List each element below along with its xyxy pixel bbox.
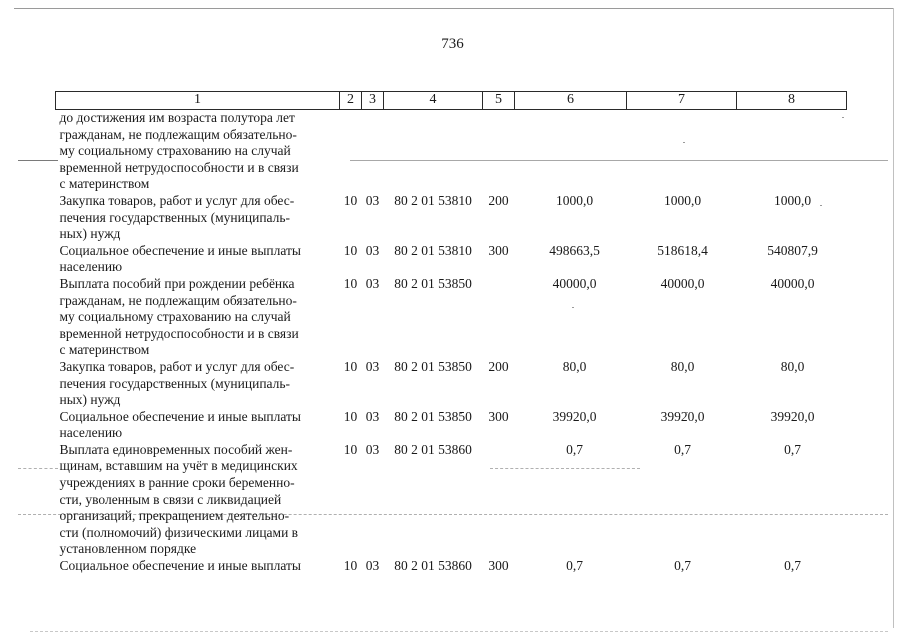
amount-year-1: 1000,0: [555, 192, 594, 208]
table-row: [56, 243, 847, 276]
item-name: [56, 193, 340, 243]
amount-year-2: 518618,4: [657, 242, 708, 258]
table-row: [56, 359, 847, 409]
table-row: [56, 442, 847, 558]
subsection-code: 03: [365, 408, 380, 424]
amount-year-3: 1000,0: [773, 192, 812, 208]
scan-rule: [30, 631, 888, 632]
item-name: [56, 276, 340, 359]
column-header: 1: [56, 92, 340, 110]
column-header: 3: [362, 92, 384, 110]
table-row: [56, 193, 847, 243]
amount-year-1: 498663,5: [549, 242, 600, 258]
item-name-line: населению: [59, 259, 123, 275]
page-number: 736: [441, 36, 464, 52]
target-article-code: 80 2 01 53810: [394, 242, 472, 258]
target-article-code: 80 2 01 53860: [394, 558, 472, 574]
expense-type-code: 300: [488, 242, 509, 258]
subsection-code: [362, 110, 384, 193]
expense-type-code: 200: [488, 192, 509, 208]
subsection-code: 03: [365, 275, 380, 291]
table-row: [56, 276, 847, 359]
item-name-line: гражданам, не подлежащим обязательно-: [59, 292, 297, 308]
amount-year-2: 40000,0: [660, 275, 705, 291]
item-name-line: организаций, прекращением деятельно-: [59, 508, 290, 524]
target-article-code: 80 2 01 53850: [394, 358, 472, 374]
item-name-line: Социальное обеспечение и иные выплаты: [59, 558, 301, 574]
expense-type-code: 300: [488, 408, 509, 424]
subsection-code: 03: [365, 242, 380, 258]
column-header: 6: [515, 92, 627, 110]
section-code: [340, 110, 362, 193]
item-name-line: гражданам, не подлежащим обязательно-: [59, 126, 297, 142]
item-name: [56, 442, 340, 558]
amount-year-3: 540807,9: [767, 242, 818, 258]
amount-year-2: 0,7: [674, 558, 691, 574]
expense-type-code: [483, 110, 515, 193]
table-row: [56, 558, 847, 575]
item-name-line: временной нетрудоспособности и в связи: [59, 325, 299, 341]
item-name-line: временной нетрудоспособности и в связи: [59, 159, 299, 175]
item-name: [56, 359, 340, 409]
expense-type-code: 200: [488, 358, 509, 374]
amount-year-2: 80,0: [670, 358, 695, 374]
item-name: [56, 558, 340, 575]
page-edge-top: [14, 8, 894, 9]
item-name-line: печения государственных (муниципаль-: [59, 375, 291, 391]
column-header: 2: [340, 92, 362, 110]
amount-year-1: 0,7: [566, 441, 583, 457]
section-code: 10: [343, 408, 358, 424]
item-name-line: Закупка товаров, работ и услуг для обес-: [59, 358, 295, 374]
item-name-line: сти (полномочий) физическими лицами в: [59, 524, 299, 540]
item-name-line: Социальное обеспечение и иные выплаты: [59, 242, 301, 258]
table-body: [56, 110, 847, 575]
amount-year-3: 80,0: [780, 358, 805, 374]
page-edge-right: [893, 8, 894, 628]
target-article-code: 80 2 01 53850: [394, 408, 472, 424]
item-name-line: с материнством: [59, 176, 150, 192]
section-code: 10: [343, 192, 358, 208]
target-article-code: 80 2 01 53860: [394, 441, 472, 457]
item-name: [56, 110, 340, 193]
table-row: [56, 409, 847, 442]
amount-year-3: 0,7: [784, 558, 801, 574]
subsection-code: 03: [365, 358, 380, 374]
subsection-code: 03: [365, 558, 380, 574]
subsection-code: 03: [365, 192, 380, 208]
amount-year-3: [737, 110, 847, 193]
subsection-code: 03: [365, 441, 380, 457]
item-name-line: ных) нужд: [59, 226, 121, 242]
item-name-line: печения государственных (муниципаль-: [59, 209, 291, 225]
amount-year-1: 0,7: [566, 558, 583, 574]
item-name-line: щинам, вставшим на учёт в медицинских: [59, 458, 298, 474]
column-header: 5: [483, 92, 515, 110]
item-name-line: учреждениях в ранние сроки беременно-: [59, 475, 295, 491]
item-name-line: населению: [59, 425, 123, 441]
expense-type-code: [483, 442, 515, 558]
item-name: [56, 409, 340, 442]
amount-year-1: 80,0: [562, 358, 587, 374]
budget-table: [55, 91, 847, 575]
section-code: 10: [343, 441, 358, 457]
item-name-line: Выплата пособий при рождении ребёнка: [59, 275, 295, 291]
scan-rule: [18, 468, 58, 469]
expense-type-code: 300: [488, 558, 509, 574]
amount-year-2: [627, 110, 737, 193]
amount-year-3: 40000,0: [770, 275, 815, 291]
amount-year-3: 0,7: [784, 441, 801, 457]
item-name-line: му социальному страхованию на случай: [59, 143, 291, 159]
item-name-line: до достижения им возраста полутора лет: [59, 110, 295, 125]
item-name-line: Выплата единовременных пособий жен-: [59, 441, 293, 457]
column-header: 4: [384, 92, 483, 110]
item-name-line: с материнством: [59, 342, 150, 358]
amount-year-2: 1000,0: [663, 192, 702, 208]
amount-year-3: 39920,0: [770, 408, 815, 424]
target-article-code: 80 2 01 53850: [394, 275, 472, 291]
table-row: [56, 110, 847, 193]
item-name: [56, 243, 340, 276]
section-code: 10: [343, 358, 358, 374]
amount-year-2: 39920,0: [660, 408, 705, 424]
amount-year-1: 40000,0: [552, 275, 597, 291]
expense-type-code: [483, 276, 515, 359]
table-header-row: [56, 92, 847, 110]
amount-year-2: 0,7: [674, 441, 691, 457]
item-name-line: установленном порядке: [59, 541, 197, 557]
section-code: 10: [343, 242, 358, 258]
item-name-line: сти, уволенным в связи с ликвидацией: [59, 491, 282, 507]
scan-rule: [18, 160, 58, 161]
column-header: 8: [737, 92, 847, 110]
amount-year-1: [515, 110, 627, 193]
item-name-line: му социальному страхованию на случай: [59, 309, 291, 325]
item-name-line: ных) нужд: [59, 392, 121, 408]
column-header: 7: [627, 92, 737, 110]
target-article-code: [384, 110, 483, 193]
item-name-line: Социальное обеспечение и иные выплаты: [59, 408, 301, 424]
section-code: 10: [343, 275, 358, 291]
amount-year-1: 39920,0: [552, 408, 597, 424]
item-name-line: Закупка товаров, работ и услуг для обес-: [59, 192, 295, 208]
section-code: 10: [343, 558, 358, 574]
target-article-code: 80 2 01 53810: [394, 192, 472, 208]
